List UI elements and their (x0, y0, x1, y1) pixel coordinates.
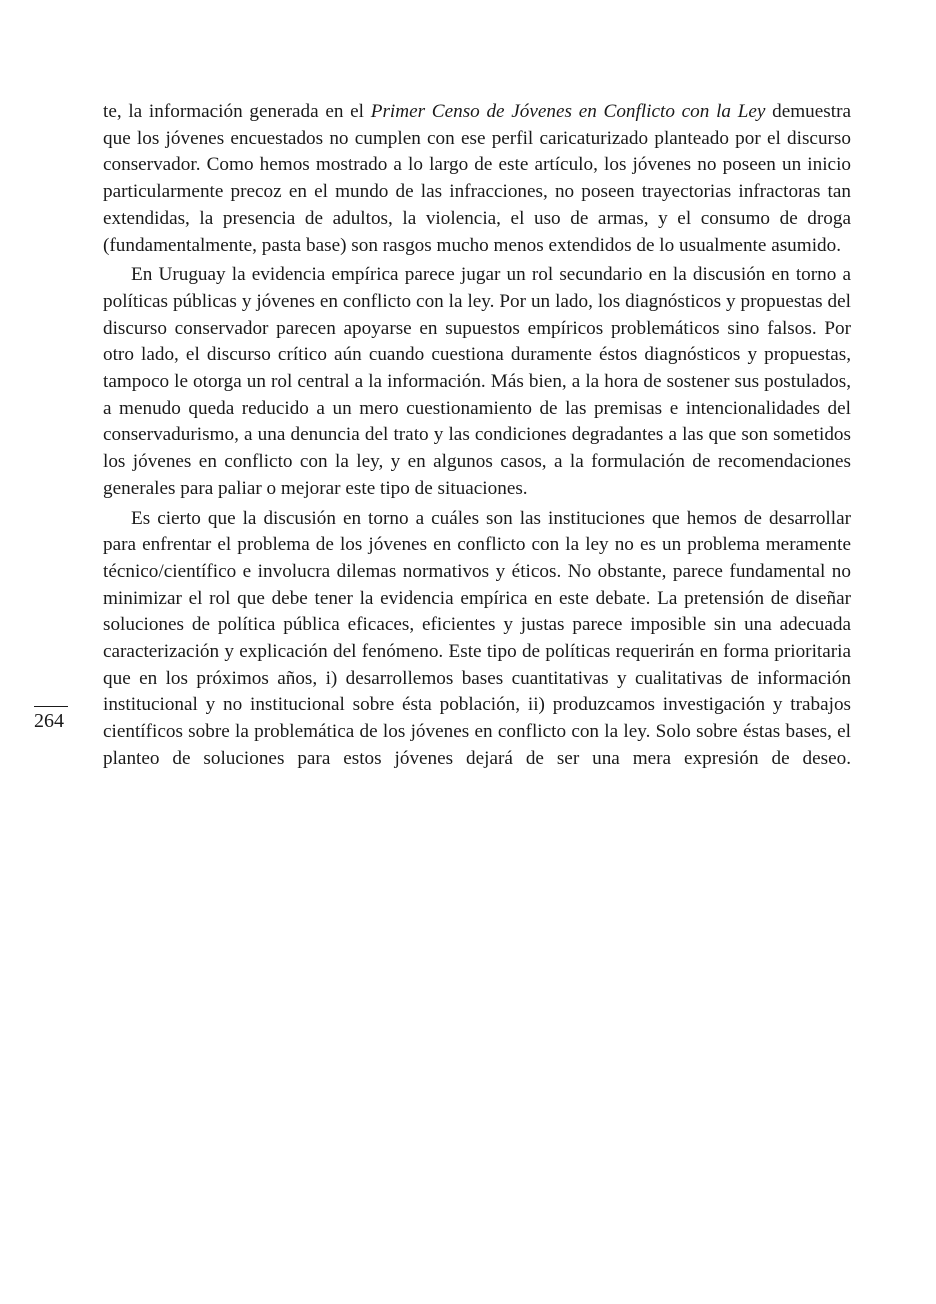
paragraph-institutions-debate: Es cierto que la discusión en torno a cuáles son las instituciones que hemos de desarrollar para enfrentar el problema de los jóvenes en conflicto con la ley no es un problema meramente técnico/científico e involucra dilemas normativos y éticos. No obstante, parece fundamental no minimizar el rol que debe tener la evidencia empírica en este debate. La pretensión de diseñar soluciones de política pública eficaces, eficientes y justas parece imposible sin una adecuada caracterización y explicación del fenómeno. Este tipo de políticas requerirán en forma prioritaria que en los próximos años, i) desarrollemos bases cuantitativas y cualitativas de información institucional y no institucional sobre ésta población, ii) produzcamos investigación y trabajos científicos sobre la problemática de los jóvenes en conflicto con la ley. Solo sobre éstas bases, el planteo de soluciones para estos jóvenes dejará de ser una mera expresión de deseo. (103, 507, 851, 769)
paragraph-uruguay-evidence: En Uruguay la evidencia empírica parece jugar un rol secundario en la discusión en torno a políticas públicas y jóvenes en conflicto con la ley. Por un lado, los diagnósticos y propuestas del discurso conservador parecen apoyarse en supuestos empíricos problemáticos sino falsos. Por otro lado, el discurso crítico aún cuando cuestiona duramente éstos diagnósticos y propuestas, tampoco le otorga un rol central a la información. Más bien, a la hora de sostener sus postulados, a menudo queda reducido a un mero cuestionamiento de las premisas e intencionalidades del conservadurismo, a una denuncia del trato y las condiciones degradantes a las que son sometidos los jóvenes en conflicto con la ley, y en algunos casos, a la formulación de recomendaciones generales para paliar o mejorar este tipo de situaciones. (103, 264, 851, 499)
census-title-italic: Primer Censo de Jóvenes en Conflicto con la Ley (370, 101, 766, 122)
paragraph-text-before: te, la información generada en el (103, 101, 371, 122)
paragraph-text-after: demuestra que los jóvenes encuestados no cumplen con ese perfil caricaturizado planteado por el discurso conservador. Como hemos mostrado a lo largo de este artículo, los jóvenes no poseen un inicio particularmente precoz en el mundo de las infracciones, no poseen trayectorias infractoras tan extendidas, la presencia de adultos, la violencia, el uso de armas, y el consumo de droga (fundamentalmente, pasta base) son rasgos mucho menos extendidos de lo usualmente asumido. (103, 101, 851, 256)
paragraph-continuation (103, 99, 851, 259)
body-text (103, 99, 851, 773)
page-number: 264 (34, 710, 64, 732)
page-number-rule (34, 706, 68, 707)
